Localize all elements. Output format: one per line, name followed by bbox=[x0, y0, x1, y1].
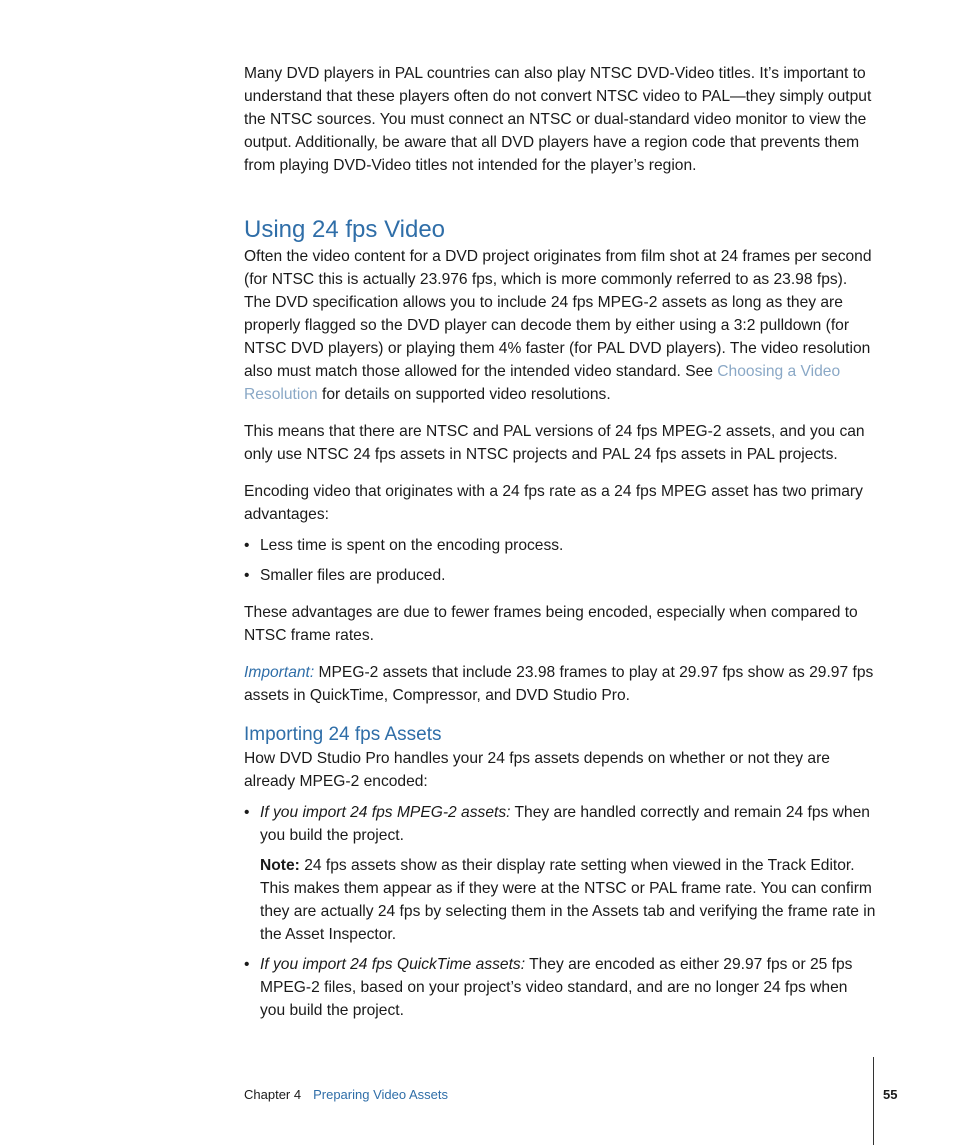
paragraph-text: Often the video content for a DVD project originates from film shot at 24 frames per second (for NTSC this is actually 23.976 fps, which is more commonly referred to as 23.98 fps). The DVD specification allows you to include 24 fps MPEG-2 assets as long as they are properly flagged so the DVD player can decode them by either using a 3:2 pulldown (for NTSC DVD players) or playing them 4% faster (for PAL DVD players). The video resolution also must match those allowed for the intended video standard. See bbox=[244, 248, 872, 380]
list-item bbox=[244, 953, 876, 1022]
list-item-text: Smaller files are produced. bbox=[260, 567, 446, 584]
footer-divider bbox=[873, 1057, 874, 1145]
section-paragraph-3: Encoding video that originates with a 24 fps rate as a 24 fps MPEG asset has two primary advantages: bbox=[244, 483, 863, 523]
subsection-heading: Importing 24 fps Assets bbox=[244, 724, 442, 745]
subsection-intro: How DVD Studio Pro handles your 24 fps assets depends on whether or not they are already MPEG-2 encoded: bbox=[244, 750, 830, 790]
section-paragraph-2: This means that there are NTSC and PAL versions of 24 fps MPEG-2 assets, and you can only use NTSC 24 fps assets in NTSC projects and PAL 24 fps assets in PAL projects. bbox=[244, 423, 865, 463]
page-number: 55 bbox=[883, 1087, 898, 1102]
note-paragraph bbox=[260, 854, 876, 946]
note-label: Note: bbox=[260, 857, 300, 874]
important-note bbox=[244, 661, 876, 707]
chapter-label: Chapter 4 bbox=[244, 1087, 302, 1102]
chapter-title-link[interactable]: Preparing Video Assets bbox=[313, 1087, 448, 1102]
list-item bbox=[244, 564, 876, 587]
list-item bbox=[244, 534, 876, 557]
item-lead: If you import 24 fps MPEG-2 assets: bbox=[260, 804, 511, 821]
bullet-icon: • bbox=[244, 537, 250, 554]
bullet-icon: • bbox=[244, 804, 250, 821]
item-text: They are encoded as either 29.97 fps or 25 fps MPEG-2 files, based on your project’s video standard, and are no longer 24 fps when you build the project. bbox=[260, 956, 853, 1019]
list-item-text: Less time is spent on the encoding process. bbox=[260, 537, 564, 554]
import-cases-list bbox=[244, 801, 876, 1022]
intro-paragraph: Many DVD players in PAL countries can also play NTSC DVD-Video titles. It’s important to understand that these players often do not convert NTSC video to PAL—they simply output the NTSC sources. You must connect an NTSC or dual-standard video monitor to view the output. Additionally, be aware that all DVD players have a region code that prevents them from playing DVD-Video titles not intended for the player’s region. bbox=[244, 65, 872, 174]
page-footer bbox=[244, 1087, 448, 1103]
note-text: 24 fps assets show as their display rate setting when viewed in the Track Editor. This makes them appear as if they were at the NTSC or PAL frame rate. You can confirm they are actually 24 fps by selecting them in the Assets tab and verifying the frame rate in the Asset Inspector. bbox=[260, 857, 876, 943]
choosing-video-resolution-link[interactable]: Choosing a Video Resolution bbox=[244, 363, 841, 403]
paragraph-text: for details on supported video resolutions. bbox=[317, 386, 611, 403]
section-paragraph-4: These advantages are due to fewer frames being encoded, especially when compared to NTSC frame rates. bbox=[244, 604, 858, 644]
item-lead: If you import 24 fps QuickTime assets: bbox=[260, 956, 526, 973]
page-body bbox=[244, 62, 876, 1029]
list-item bbox=[244, 801, 876, 946]
section-paragraph-1 bbox=[244, 245, 876, 406]
bullet-icon: • bbox=[244, 956, 250, 973]
important-label: Important: bbox=[244, 664, 315, 681]
advantages-list bbox=[244, 534, 876, 587]
important-text: MPEG-2 assets that include 23.98 frames to play at 29.97 fps show as 29.97 fps assets in QuickTime, Compressor, and DVD Studio Pro. bbox=[244, 664, 874, 704]
bullet-icon: • bbox=[244, 567, 250, 584]
item-text: They are handled correctly and remain 24 fps when you build the project. bbox=[260, 804, 870, 844]
section-heading: Using 24 fps Video bbox=[244, 216, 446, 243]
